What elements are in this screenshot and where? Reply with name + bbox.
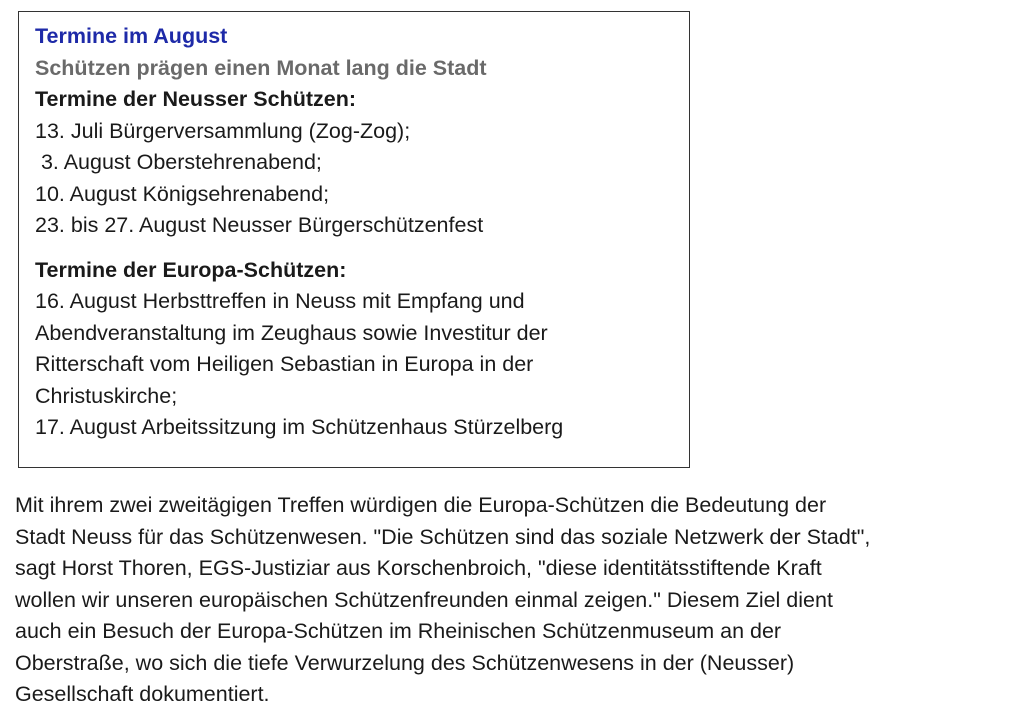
paragraph-line: Gesellschaft dokumentiert. bbox=[15, 682, 270, 706]
article-paragraph bbox=[15, 490, 1015, 711]
section-heading-europa: Termine der Europa-Schützen: bbox=[35, 257, 347, 282]
info-box bbox=[18, 11, 690, 468]
section-spacer bbox=[35, 242, 689, 255]
paragraph-line: Oberstraße, wo sich die tiefe Verwurzelung des Schützenwesens in der (Neusser) bbox=[15, 650, 795, 675]
paragraph-line: Stadt Neuss für das Schützenwesen. "Die Schützen sind das soziale Netzwerk der Stadt", bbox=[15, 524, 871, 549]
paragraph-line: Mit ihrem zwei zweitägigen Treffen würdigen die Europa-Schützen die Bedeutung der bbox=[15, 493, 827, 517]
date-line: Abendveranstaltung im Zeughaus sowie Investitur der bbox=[35, 320, 548, 345]
section-heading-neusser: Termine der Neusser Schützen: bbox=[35, 87, 356, 111]
info-box-subtitle: Schützen prägen einen Monat lang die Stadt bbox=[35, 55, 487, 80]
date-line: 16. August Herbsttreffen in Neuss mit Empfang und bbox=[35, 289, 525, 313]
date-line: 23. bis 27. August Neusser Bürgerschützenfest bbox=[35, 213, 484, 237]
paragraph-line: sagt Horst Thoren, EGS-Justiziar aus Korschenbroich, "diese identitätsstiftende Kraft bbox=[15, 556, 822, 580]
paragraph-line: auch ein Besuch der Europa-Schützen im Rheinischen Schützenmuseum an der bbox=[15, 619, 782, 643]
date-line: Christuskirche; bbox=[35, 383, 178, 408]
paragraph-line: wollen wir unseren europäischen Schützenfreunden einmal zeigen." Diesem Ziel dient bbox=[15, 587, 833, 612]
date-line: Ritterschaft vom Heiligen Sebastian in Europa in der bbox=[35, 352, 534, 376]
date-line: 17. August Arbeitssitzung im Schützenhaus Stürzelberg bbox=[35, 415, 564, 439]
date-line: 13. Juli Bürgerversammlung (Zog-Zog); bbox=[35, 118, 411, 143]
date-line: 10. August Königsehrenabend; bbox=[35, 181, 330, 206]
date-line: 3. August Oberstehrenabend; bbox=[35, 150, 322, 174]
info-box-title: Termine im August bbox=[35, 24, 228, 48]
